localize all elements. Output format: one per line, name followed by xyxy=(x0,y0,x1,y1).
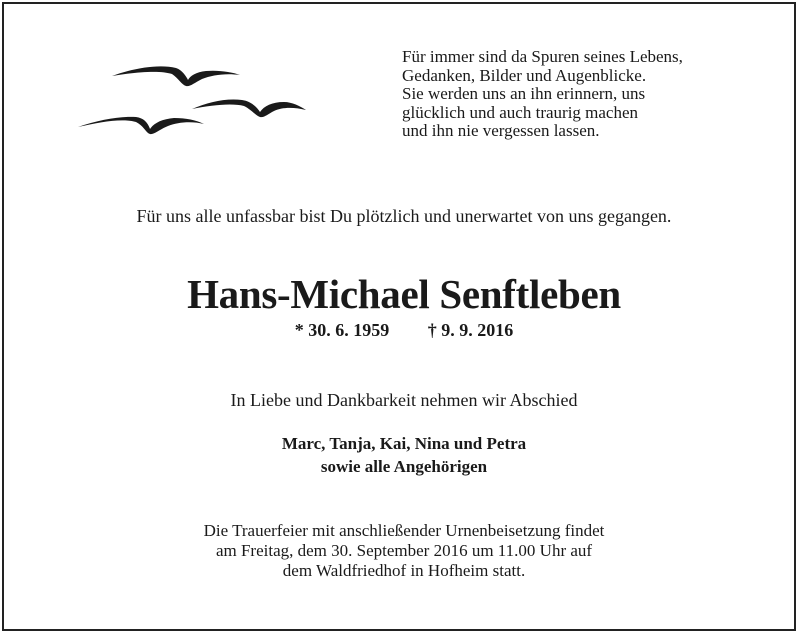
mourners-line: Marc, Tanja, Kai, Nina und Petra xyxy=(281,434,527,453)
deceased-name: Hans-Michael Senftleben xyxy=(187,271,621,317)
intro-text: Für uns alle unfassbar bist Du plötzlich und unerwartet von uns gegangen. xyxy=(136,206,672,226)
death-date: † 9. 9. 2016 xyxy=(427,320,514,340)
obituary-card xyxy=(2,2,796,631)
funeral-line: am Freitag, dem 30. September 2016 um 11.00 Uhr auf xyxy=(215,541,593,560)
poem-line: Sie werden uns an ihn erinnern, uns xyxy=(402,84,646,103)
bird-bottom xyxy=(78,117,204,134)
funeral-notice xyxy=(4,521,800,581)
poem-line: und ihn nie vergessen lassen. xyxy=(402,121,600,140)
poem xyxy=(402,48,742,141)
bird-right xyxy=(192,99,306,117)
birth-date: * 30. 6. 1959 xyxy=(294,320,390,340)
mourners-line: sowie alle Angehörigen xyxy=(320,457,488,476)
life-dates xyxy=(4,320,800,341)
flying-birds-icon xyxy=(74,54,314,139)
poem-line: glücklich und auch traurig machen xyxy=(402,102,639,122)
funeral-line: Die Trauerfeier mit anschließender Urnenbeisetzung findet xyxy=(203,521,605,540)
poem-line: Gedanken, Bilder und Augenblicke. xyxy=(402,65,647,85)
bird-top xyxy=(112,66,240,86)
farewell-text: In Liebe und Dankbarkeit nehmen wir Abschied xyxy=(230,390,578,410)
poem-line: Für immer sind da Spuren seines Lebens, xyxy=(402,47,683,66)
funeral-line: dem Waldfriedhof in Hofheim statt. xyxy=(282,561,526,580)
mourners xyxy=(4,432,800,478)
